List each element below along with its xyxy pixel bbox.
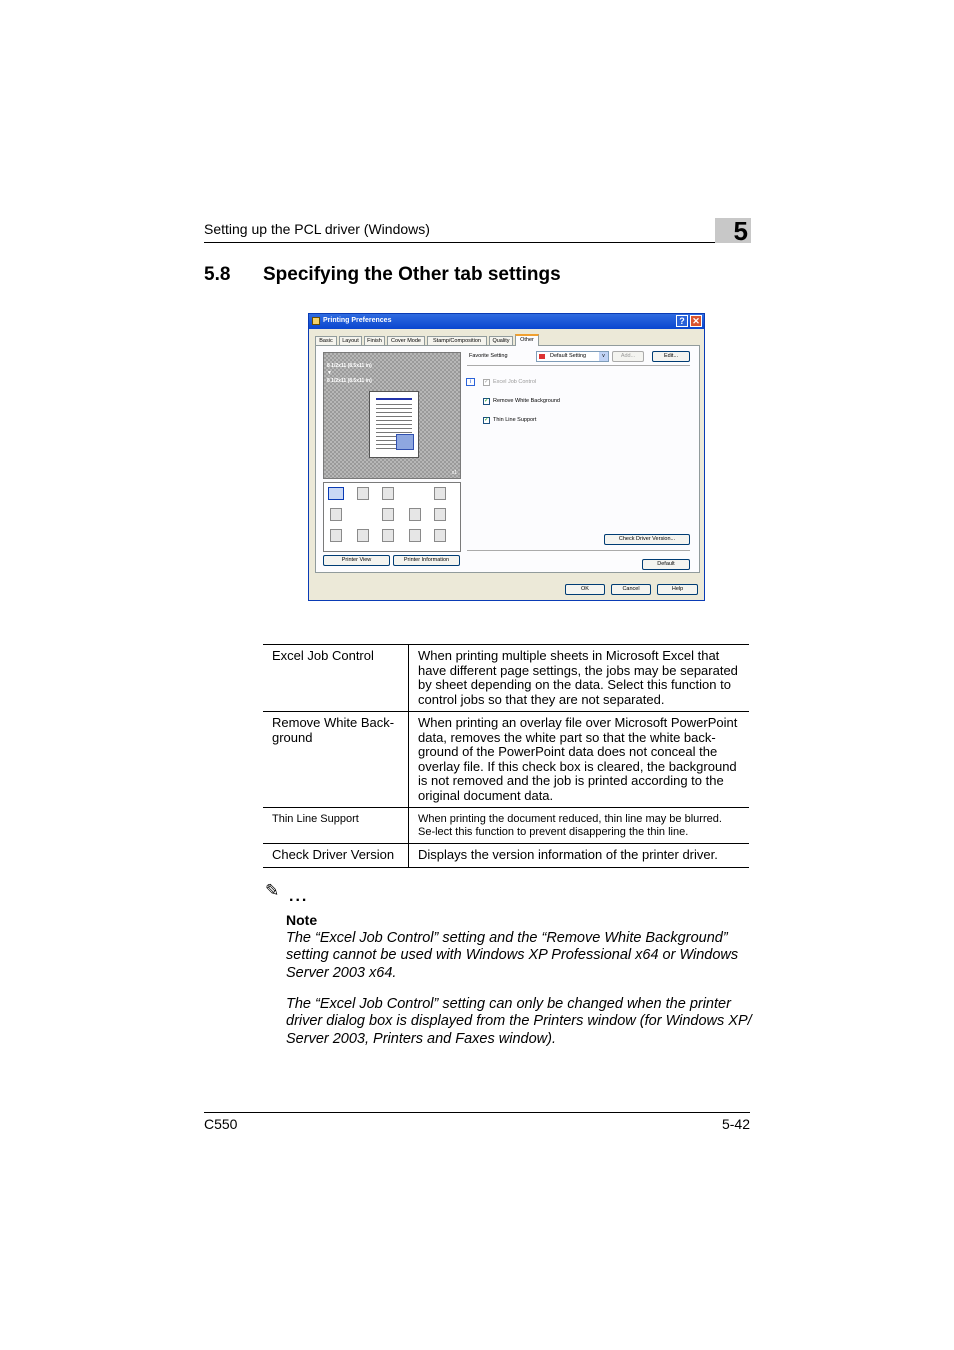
layout-icon[interactable]: [328, 487, 344, 500]
thin-line-support-checkbox[interactable]: ✓: [484, 417, 490, 423]
other-tab-panel: [315, 345, 700, 573]
watermark-icon[interactable]: [382, 508, 394, 521]
excel-job-control-label: Excel Job Control: [493, 379, 537, 385]
output-tray-icon[interactable]: [330, 529, 342, 542]
ok-button[interactable]: OK: [565, 584, 605, 595]
favorite-setting-value: Default Setting: [550, 353, 587, 359]
punch-icon[interactable]: [434, 487, 446, 500]
setting-description: When printing multiple sheets in Microsoft Excel that have different page settings, the jobs may be separated by sheet depending on the data. Select this function to control jobs so that they are not separated.: [418, 648, 738, 707]
chapter-number: 5: [733, 216, 748, 246]
preview-output-size: 8 1/2x11 (8.5x11 in): [327, 378, 372, 384]
tab-cover-mode[interactable]: Cover Mode: [387, 336, 425, 345]
favorite-setting-combo[interactable]: [536, 351, 609, 362]
edit-button[interactable]: Edit...: [652, 351, 690, 362]
chapter-tab: [715, 216, 751, 246]
favorite-setting-label: Favorite Setting: [469, 353, 508, 359]
preview-paper-size: 8 1/2x11 (8.5x11 in): [327, 363, 372, 369]
favorite-icon: [539, 354, 545, 359]
preview-page-image: [369, 391, 419, 458]
tab-stamp-composition[interactable]: Stamp/Composition: [427, 336, 487, 345]
table-row: [263, 808, 749, 844]
dialog-title: Printing Preferences: [323, 317, 392, 324]
page-number: 5-42: [721, 1116, 750, 1132]
paper-icon[interactable]: [330, 508, 342, 521]
tab-finish[interactable]: Finish: [364, 336, 385, 345]
page-footer: [204, 1112, 750, 1132]
close-icon[interactable]: ✕: [690, 315, 702, 327]
setting-name: Remove White Back-ground: [263, 712, 409, 808]
cancel-button[interactable]: Cancel: [611, 584, 651, 595]
section-title-text: Specifying the Other tab settings: [263, 264, 561, 285]
setting-name: Check Driver Version: [263, 844, 409, 868]
help-title-button[interactable]: ?: [676, 315, 688, 327]
memo-icon[interactable]: [434, 529, 446, 542]
section-number: 5.8: [204, 264, 231, 285]
printer-information-button[interactable]: Printer Information: [393, 555, 460, 566]
setting-description: Displays the version information of the printer driver.: [418, 847, 718, 862]
tab-other[interactable]: Other: [515, 334, 539, 346]
default-button[interactable]: Default: [642, 559, 690, 570]
booklet-icon[interactable]: [434, 508, 446, 521]
remove-white-background-label: Remove White Background: [493, 398, 560, 404]
model-name: C550: [204, 1116, 238, 1132]
tab-quality[interactable]: Quality: [489, 336, 513, 345]
settings-table: [263, 644, 749, 868]
note-paragraph-1: The “Excel Job Control” setting and the “Remove White Background” setting cannot be used with Windows XP Professional x64 or Windows Server 2003 x64.: [286, 930, 739, 981]
fold-icon[interactable]: [409, 508, 421, 521]
divider: [467, 550, 690, 551]
color-icon[interactable]: [409, 529, 421, 542]
tab-basic[interactable]: Basic: [315, 336, 337, 345]
note-heading: Note: [286, 912, 318, 928]
overlay-graphic: [396, 434, 414, 450]
pencil-icon: ✎: [265, 881, 280, 900]
table-row: [263, 712, 749, 808]
help-button[interactable]: Help: [657, 584, 698, 595]
running-title: Setting up the PCL driver (Windows): [204, 221, 430, 237]
check-driver-version-button[interactable]: Check Driver Version...: [604, 534, 690, 545]
preview-arrow: ▼: [327, 370, 332, 376]
dialog-titlebar: [309, 314, 704, 329]
section-title: [204, 264, 561, 286]
settings-icon-grid: [323, 482, 461, 552]
excel-job-control-checkbox[interactable]: ✓: [484, 379, 490, 385]
note-paragraph-2: The “Excel Job Control” setting can only be changed when the printer driver dialog box is displayed from the Printers window (for Windows XP/ Server 2003, Printers and Faxes window).: [286, 996, 752, 1047]
account-icon[interactable]: [382, 529, 394, 542]
preview-copies: x1: [451, 470, 457, 476]
note-dots: ...: [289, 888, 309, 905]
copies-icon[interactable]: [382, 487, 394, 500]
setting-description: When printing the document reduced, thin line may be blurred. Se-lect this function to prevent disappering the thin line.: [418, 813, 722, 838]
remove-white-background-checkbox[interactable]: ✓: [484, 398, 490, 404]
tab-layout[interactable]: Layout: [339, 336, 362, 345]
divider: [467, 365, 690, 366]
chevron-down-icon[interactable]: v: [599, 352, 608, 361]
printer-icon: [312, 317, 320, 325]
user-icon[interactable]: [357, 529, 369, 542]
table-row: [263, 645, 749, 712]
printer-view-button[interactable]: Printer View: [323, 555, 390, 566]
printing-preferences-dialog: [308, 313, 705, 601]
setting-name: Thin Line Support: [263, 808, 409, 844]
setting-description: When printing an overlay file over Microsoft PowerPoint data, removes the white part so that the white back-ground of the PowerPoint data does not conceal the overlay file. If this check box is cleared, the background is not removed and the job is printed according to the original document data.: [418, 715, 738, 803]
thin-line-support-label: Thin Line Support: [493, 417, 537, 423]
add-button[interactable]: Add...: [612, 351, 644, 362]
info-icon: i: [466, 378, 475, 386]
table-row: [263, 844, 749, 868]
setting-name: Excel Job Control: [263, 645, 409, 712]
running-header: [204, 221, 750, 243]
staple-icon[interactable]: [357, 487, 369, 500]
page-preview: [323, 352, 461, 479]
